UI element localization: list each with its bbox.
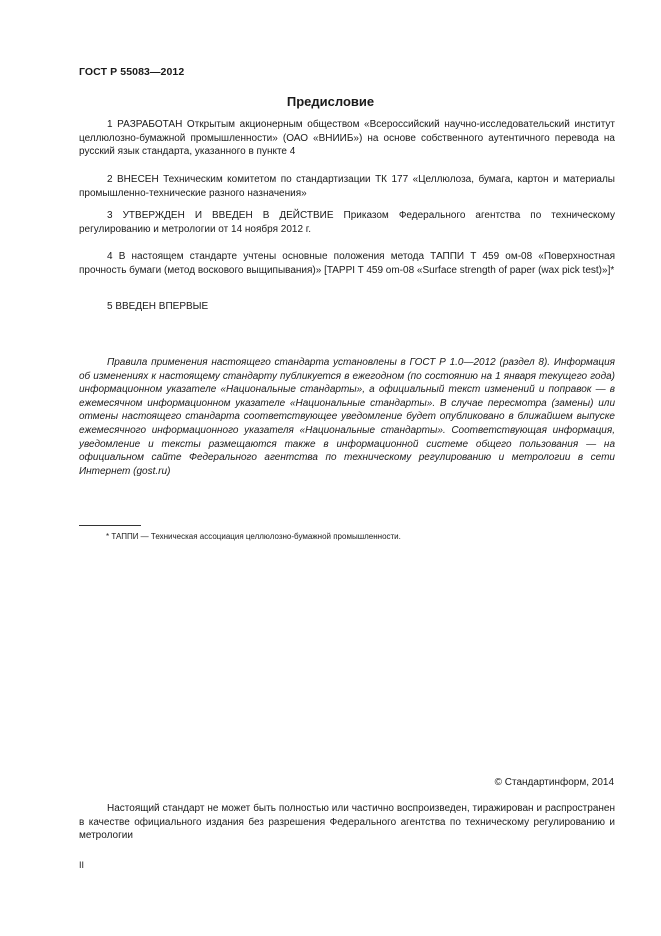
foreword-item-4: 4 В настоящем стандарте учтены основные положения метода ТАППИ Т 459 ом-08 «Поверхностная прочность бумаги (метод воскового выщипывания)» [TAPPI T 459 om-08 «Surface strength of paper (wax pick test)»]* (79, 251, 615, 276)
copyright-notice: © Стандартинформ, 2014 (494, 777, 614, 788)
foreword-item-5: 5 ВВЕДЕН ВПЕРВЫЕ (107, 301, 209, 312)
page-number: II (79, 860, 85, 870)
foreword-item-1: 1 РАЗРАБОТАН Открытым акционерным обществом «Всероссийский научно-исследовательский институт целлюлозно-бумажной промышленности» (ОАО «ВНИИБ») на основе собственного аутентичного перевода на русский язык стандарта, указанного в пункте 4 (79, 119, 615, 158)
standard-code-header: ГОСТ Р 55083—2012 (79, 66, 185, 78)
footnote: * ТАППИ — Техническая ассоциация целлюлозно-бумажной промышленности. (106, 532, 401, 541)
footnote-separator (79, 525, 141, 526)
foreword-item-3: 3 УТВЕРЖДЕН И ВВЕДЕН В ДЕЙСТВИЕ Приказом Федерального агентства по техническому регулированию и метрологии от 14 ноября 2012 г. (79, 210, 615, 235)
foreword-item-2: 2 ВНЕСЕН Техническим комитетом по стандартизации ТК 177 «Целлюлоза, бумага, картон и материалы промышленно-технические разного назначения» (79, 174, 615, 199)
page-title: Предисловие (286, 94, 375, 109)
application-rules-note: Правила применения настоящего стандарта установлены в ГОСТ Р 1.0—2012 (раздел 8). Информация об изменениях к настоящему стандарту публикуется в ежегодном (по состоянию на 1 января текущего года) информационном указателе «Национальные стандарты», а официальный текст изменений и поправок — в ежемесячном информационном указателе «Национальные стандарты». В случае пересмотра (замены) или отмены настоящего стандарта соответствующее уведомление будет опубликовано в ближайшем выпуске ежемесячного информационного указателя «Национальные стандарты». Соответствующая информация, уведомление и тексты размещаются также в информационной системе общего пользования — на официальном сайте Федерального агентства по техническому регулированию и метрологии в сети Интернет (gost.ru) (79, 357, 615, 477)
reproduction-notice: Настоящий стандарт не может быть полностью или частично воспроизведен, тиражирован и распространен в качестве официального издания без разрешения Федерального агентства по техническому регулированию и метрологии (79, 803, 615, 842)
